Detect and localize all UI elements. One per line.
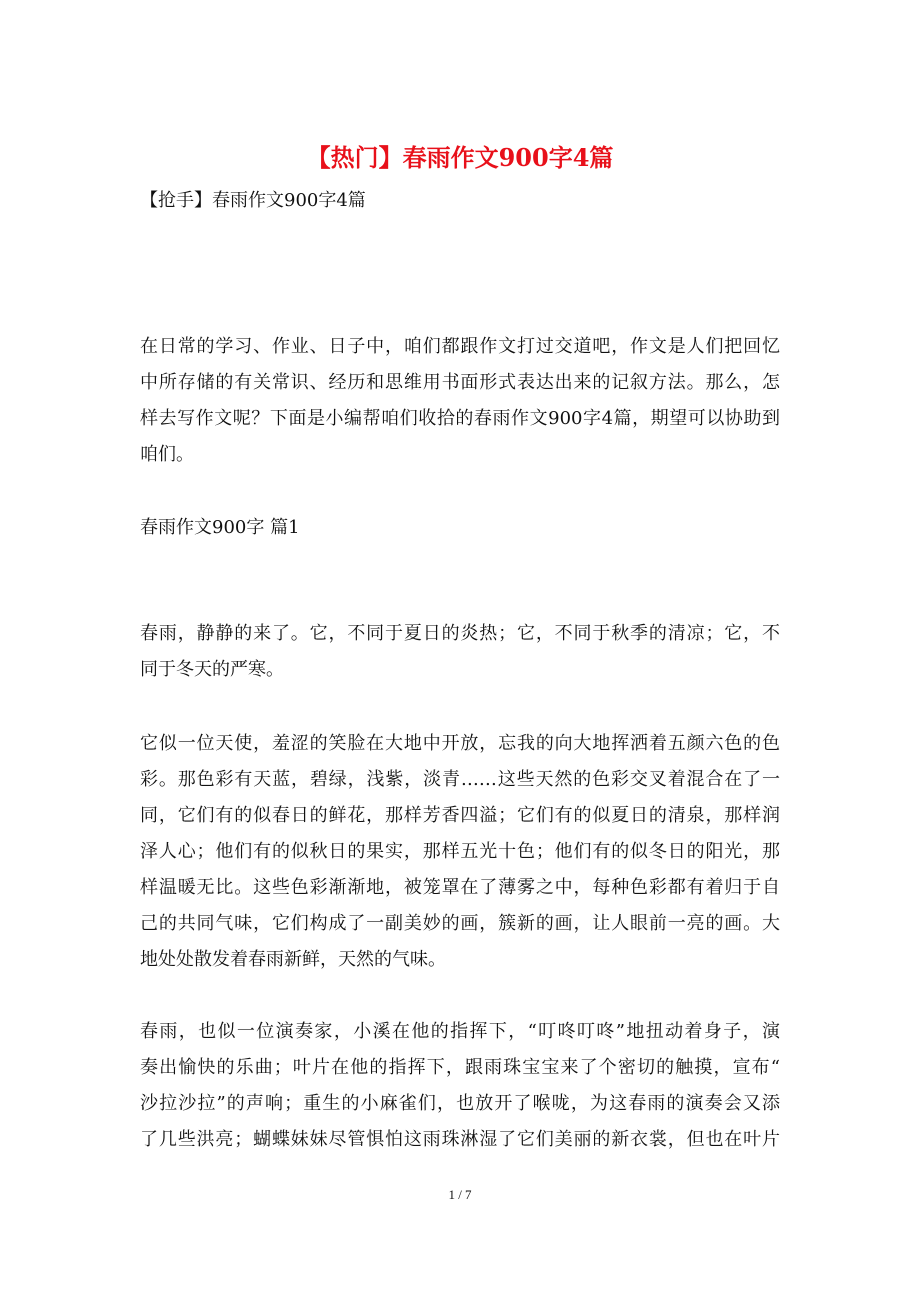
document-title: 【热门】春雨作文900字4篇 (306, 143, 614, 172)
document-subtitle: 【抢手】春雨作文900字4篇 (140, 190, 366, 211)
text-line: 己的共同气味，它们构成了一副美妙的画，簇新的画，让人眼前一亮的画。大 (140, 913, 780, 934)
text-line: 彩。那色彩有天蓝，碧绿，浅紫，淡青……这些天然的色彩交叉着混合在了一 (140, 769, 780, 790)
text-line: 沙拉沙拉”的声响；重生的小麻雀们，也放开了喉咙，为这春雨的演奏会又添 (140, 1093, 780, 1114)
text-line: 春雨，也似一位演奏家，小溪在他的指挥下，“叮咚叮咚”地扭动着身子，演 (140, 1021, 780, 1042)
section-heading: 春雨作文900字 篇1 (140, 517, 300, 538)
text-line: 同，它们有的似春日的鲜花，那样芳香四溢；它们有的似夏日的清泉，那样润 (140, 805, 780, 826)
text-line: 泽人心；他们有的似秋日的果实，那样五光十色；他们有的似冬日的阳光，那 (140, 841, 780, 862)
text-line: 样去写作文呢？下面是小编帮咱们收拾的春雨作文900字4篇，期望可以协助到 (140, 408, 780, 429)
text-line: 样温暖无比。这些色彩渐渐地，被笼罩在了薄雾之中，每种色彩都有着归于自 (140, 877, 780, 898)
text-line: 春雨，静静的来了。它，不同于夏日的炎热；它，不同于秋季的清凉；它，不 (140, 623, 780, 644)
text-line: 它似一位天使，羞涩的笑脸在大地中开放，忘我的向大地挥洒着五颜六色的色 (140, 733, 780, 754)
text-line: 中所存储的有关常识、经历和思维用书面形式表达出来的记叙方法。那么，怎 (140, 372, 780, 393)
text-line: 同于冬天的严寒。 (140, 659, 284, 680)
page-number: 1 / 7 (448, 1187, 472, 1202)
text-line: 奏出愉快的乐曲；叶片在他的指挥下，跟雨珠宝宝来了个密切的触摸，宣布“ (140, 1057, 780, 1078)
text-line: 了几些洪亮；蝴蝶妹妹尽管惧怕这雨珠淋湿了它们美丽的新衣裳，但也在叶片 (140, 1129, 780, 1150)
text-line: 在日常的学习、作业、日子中，咱们都跟作文打过交道吧，作文是人们把回忆 (140, 336, 780, 357)
text-line: 咱们。 (140, 444, 194, 465)
text-line: 地处处散发着春雨新鲜，天然的气味。 (140, 949, 446, 970)
